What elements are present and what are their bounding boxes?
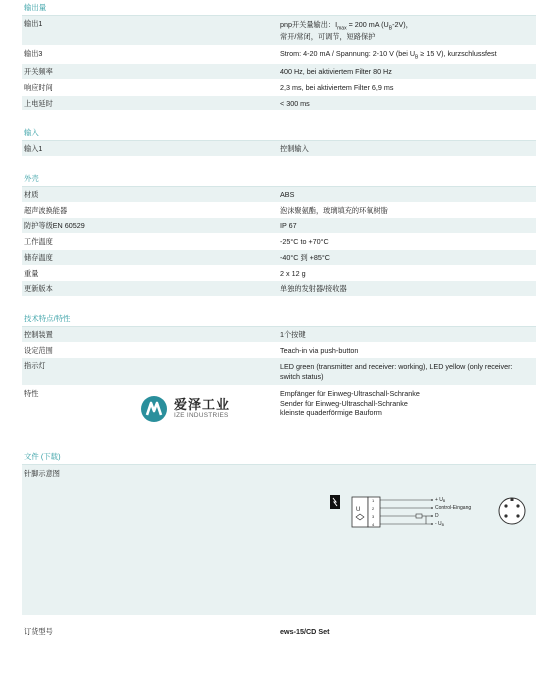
logo-text-cn: 爱泽工业 — [174, 396, 231, 412]
section-title-documents: 文件 (下载) — [22, 449, 536, 465]
row-value: Teach-in via push-button — [280, 345, 359, 355]
row-label: 输入1 — [24, 144, 43, 154]
watermark-area — [22, 377, 536, 449]
table-row — [22, 218, 536, 234]
table-row — [22, 187, 536, 203]
row-label: 重量 — [24, 268, 39, 278]
row-value: -25°C to +70°C — [280, 237, 329, 247]
order-number-row — [22, 621, 536, 641]
row-value: 控制输入 — [280, 144, 309, 154]
section-title-input: 输入 — [22, 125, 536, 141]
u-label: U — [356, 507, 361, 514]
pin-label: Control-Eingang — [435, 505, 472, 512]
svg-text:- UB: - $U_B$ — [435, 521, 445, 528]
table-row — [22, 141, 536, 157]
row-value: 2 x 12 g — [280, 268, 306, 278]
connector-plug-icon — [499, 498, 525, 524]
pin-label: D — [435, 513, 439, 520]
row-label: 防护等级EN 60529 — [24, 221, 85, 231]
row-label: 储存温度 — [24, 252, 53, 262]
row-value: 2,3 ms, bei aktiviertem Filter 6,9 ms — [280, 82, 394, 92]
row-label: 超声波换能器 — [24, 205, 68, 215]
row-value: pnp开关量输出：$I_{max} = 200$ mA $(U_B-2V)$， 常开/常闭，可调节，短路保护 — [280, 20, 413, 42]
row-label: 响应时间 — [24, 82, 53, 92]
row-label: 开关频率 — [24, 67, 53, 77]
pin-label: + U — [435, 497, 443, 504]
pin-diagram-box — [22, 465, 536, 615]
svg-text:+ UB: + $U_B$ — [435, 497, 446, 504]
section-title-output: 输出量 — [22, 0, 536, 16]
row-value: -40°C 到 +85°C — [280, 252, 330, 262]
row-value: 泡沫聚氨酯，玻璃填充的环氧树脂 — [280, 205, 388, 215]
row-label: 指示灯 — [24, 361, 46, 371]
row-label: 工作温度 — [24, 237, 53, 247]
table-row — [22, 234, 536, 250]
row-value: ABS — [280, 189, 295, 199]
row-label: 控制装置 — [24, 330, 53, 339]
table-row — [22, 327, 536, 343]
pin-number: 2 — [372, 506, 375, 512]
logo-mark-icon — [140, 395, 168, 423]
row-value: Empfänger für Einweg-Ultraschall-Schranke Sender für Einweg-Ultraschall-Schranke kleinste quaderförmige Bauform — [280, 388, 420, 418]
order-value: ews-15/CD Set — [280, 626, 330, 636]
table-row — [22, 203, 536, 219]
company-logo — [140, 395, 230, 423]
pin-number: 1 — [372, 498, 375, 504]
order-label: 订货型号 — [24, 626, 53, 636]
row-label: 设定范围 — [24, 345, 53, 355]
section-title-housing: 外壳 — [22, 171, 536, 187]
row-label: 输出3 — [24, 48, 43, 58]
row-value: 单独的发射器/接收器 — [280, 284, 347, 294]
table-row — [22, 250, 536, 266]
row-label: 材质 — [24, 189, 39, 199]
pin-diagram-label: 针脚示意图 — [24, 469, 60, 479]
pin-number: 3 — [372, 514, 375, 520]
wiring-diagram — [310, 489, 540, 549]
table-row — [22, 343, 536, 359]
row-label: 上电延时 — [24, 98, 53, 108]
row-value: 1个按键 — [280, 330, 306, 339]
pin-number: 4 — [372, 522, 375, 528]
row-label: 输出1 — [24, 19, 43, 28]
section-title-features: 技术特点/特性 — [22, 311, 536, 327]
table-row — [22, 96, 536, 112]
row-value: IP 67 — [280, 221, 297, 231]
row-value: Strom: 4-20 mA / Spannung: 2-10 V (bei $U_B \ge 15$ V), kurzschlussfest — [280, 48, 497, 61]
table-row — [22, 46, 536, 64]
row-label: 更新版本 — [24, 284, 53, 294]
table-row — [22, 266, 536, 282]
row-label: 特性 — [24, 388, 39, 398]
table-row — [22, 80, 536, 96]
row-value: 400 Hz, bei aktiviertem Filter 80 Hz — [280, 67, 392, 77]
table-row — [22, 16, 536, 46]
table-row — [22, 281, 536, 297]
pin-label: - U — [435, 521, 442, 528]
row-value: LED green (transmitter and receiver: working), LED yellow (only receiver: switch status) — [280, 362, 513, 382]
logo-text-en: IZE INDUSTRIES — [174, 411, 229, 419]
table-row — [22, 64, 536, 80]
row-value: < 300 ms — [280, 98, 310, 108]
